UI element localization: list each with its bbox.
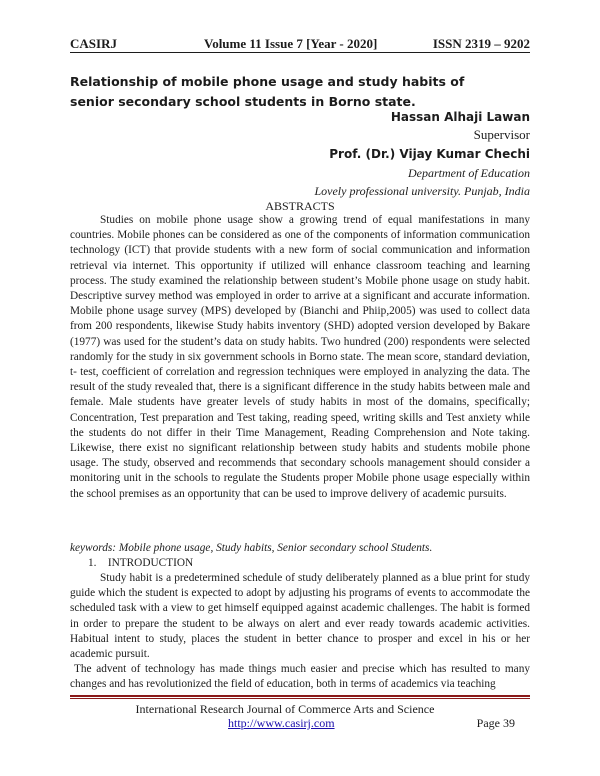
section-heading — [88, 556, 193, 571]
footer-rule-thin — [70, 698, 530, 699]
keywords: keywords: Mobile phone usage, Study habits, Senior secondary school Students. — [70, 542, 433, 554]
volume-issue: Volume 11 Issue 7 [Year - 2020] — [204, 36, 378, 51]
abstract-heading: ABSTRACTS — [265, 199, 335, 213]
author-name-2: Prof. (Dr.) Vijay Kumar Chechi — [329, 147, 530, 161]
section-number: 1. — [88, 557, 97, 569]
abstract-text: Studies on mobile phone usage show a growing trend of equal manifestations in many countries. Mobile phones can be considered as one of the components of information communication technology (ICT) that provide students with a new form of social communication and information retrieval via internet. This opportunity if utilized will enhance classroom teaching and learning process. The study examined the relationship between student’s Mobile phone usage on study habit. Descriptive survey method was employed in order to arrive at a significant and accurate information. Mobile phone usage survey (MPS) developed by (Bianchi and Phiip,2005) was used to collect data from 200 respondents, likewise Study habits inventory (SHD) adopted version developed by Bakare (1977) was used for the student’s data on study habits. Two hundred (200) respondents were selected randomly for the study in six government schools in Borno state. The mean score, standard deviation, t- test, coefficient of correlation and regression techniques were employed in analyzing the data. The result of the study revealed that, there is a significant difference in the study habits between male and female. Male students have greater levels of study habits in most of the domains, specifically; Concentration, Test preparation and Test taking, reading speed, writing skills and Test anxiety while the students do not differ in their Time Management, Reading Comprehension and Note taking. Likewise, there exist no significant relationship between study habits and students mobile phone usage. The study, observed and recommends that secondary schools management should consider a monitoring unit in the schools to regulate the Students proper Mobile phone usage especially within the school premises as an opportunity that can be used to improve delivery of academic pursuits. — [70, 214, 530, 500]
intro-paragraph-1: Study habit is a predetermined schedule of study deliberately planned as a blue print for study guide which the student is expected to adopt by adjusting his programs of events to accommodate the scheduled task with a view to get himself equipped against academic challenges. The habit is formed in order to prepare the student to be always on alert and ever ready towards academic activities. Habitual intent to study, places the student in better chance to prosper and excel in his or her academic pursuit. — [70, 572, 530, 661]
author-institution: Lovely professional university. Punjab, India — [314, 184, 530, 198]
author-name-1: Hassan Alhaji Lawan — [390, 110, 530, 124]
intro-paragraph-2: The advent of technology has made things much easier and precise which has resulted to many changes and has revolutionized the field of education, both in terms of academics via teaching — [70, 663, 530, 691]
issn: ISSN 2319 – 9202 — [432, 36, 530, 51]
paper-title: Relationship of mobile phone usage and study habits of senior secondary school students in Borno state. — [70, 74, 465, 109]
journal-website-link[interactable]: http://www.casirj.com — [228, 716, 335, 730]
footer-journal-name: International Research Journal of Commerce Arts and Science — [135, 702, 435, 716]
author-role-1: Supervisor — [473, 127, 530, 142]
author-department: Department of Education — [408, 166, 530, 180]
author-block — [70, 108, 530, 200]
journal-abbreviation: CASIRJ — [70, 36, 117, 51]
footer-rule-thick — [70, 695, 530, 697]
header-rule — [70, 52, 530, 53]
section-title: INTRODUCTION — [107, 557, 194, 569]
page-number: Page 39 — [476, 716, 515, 730]
